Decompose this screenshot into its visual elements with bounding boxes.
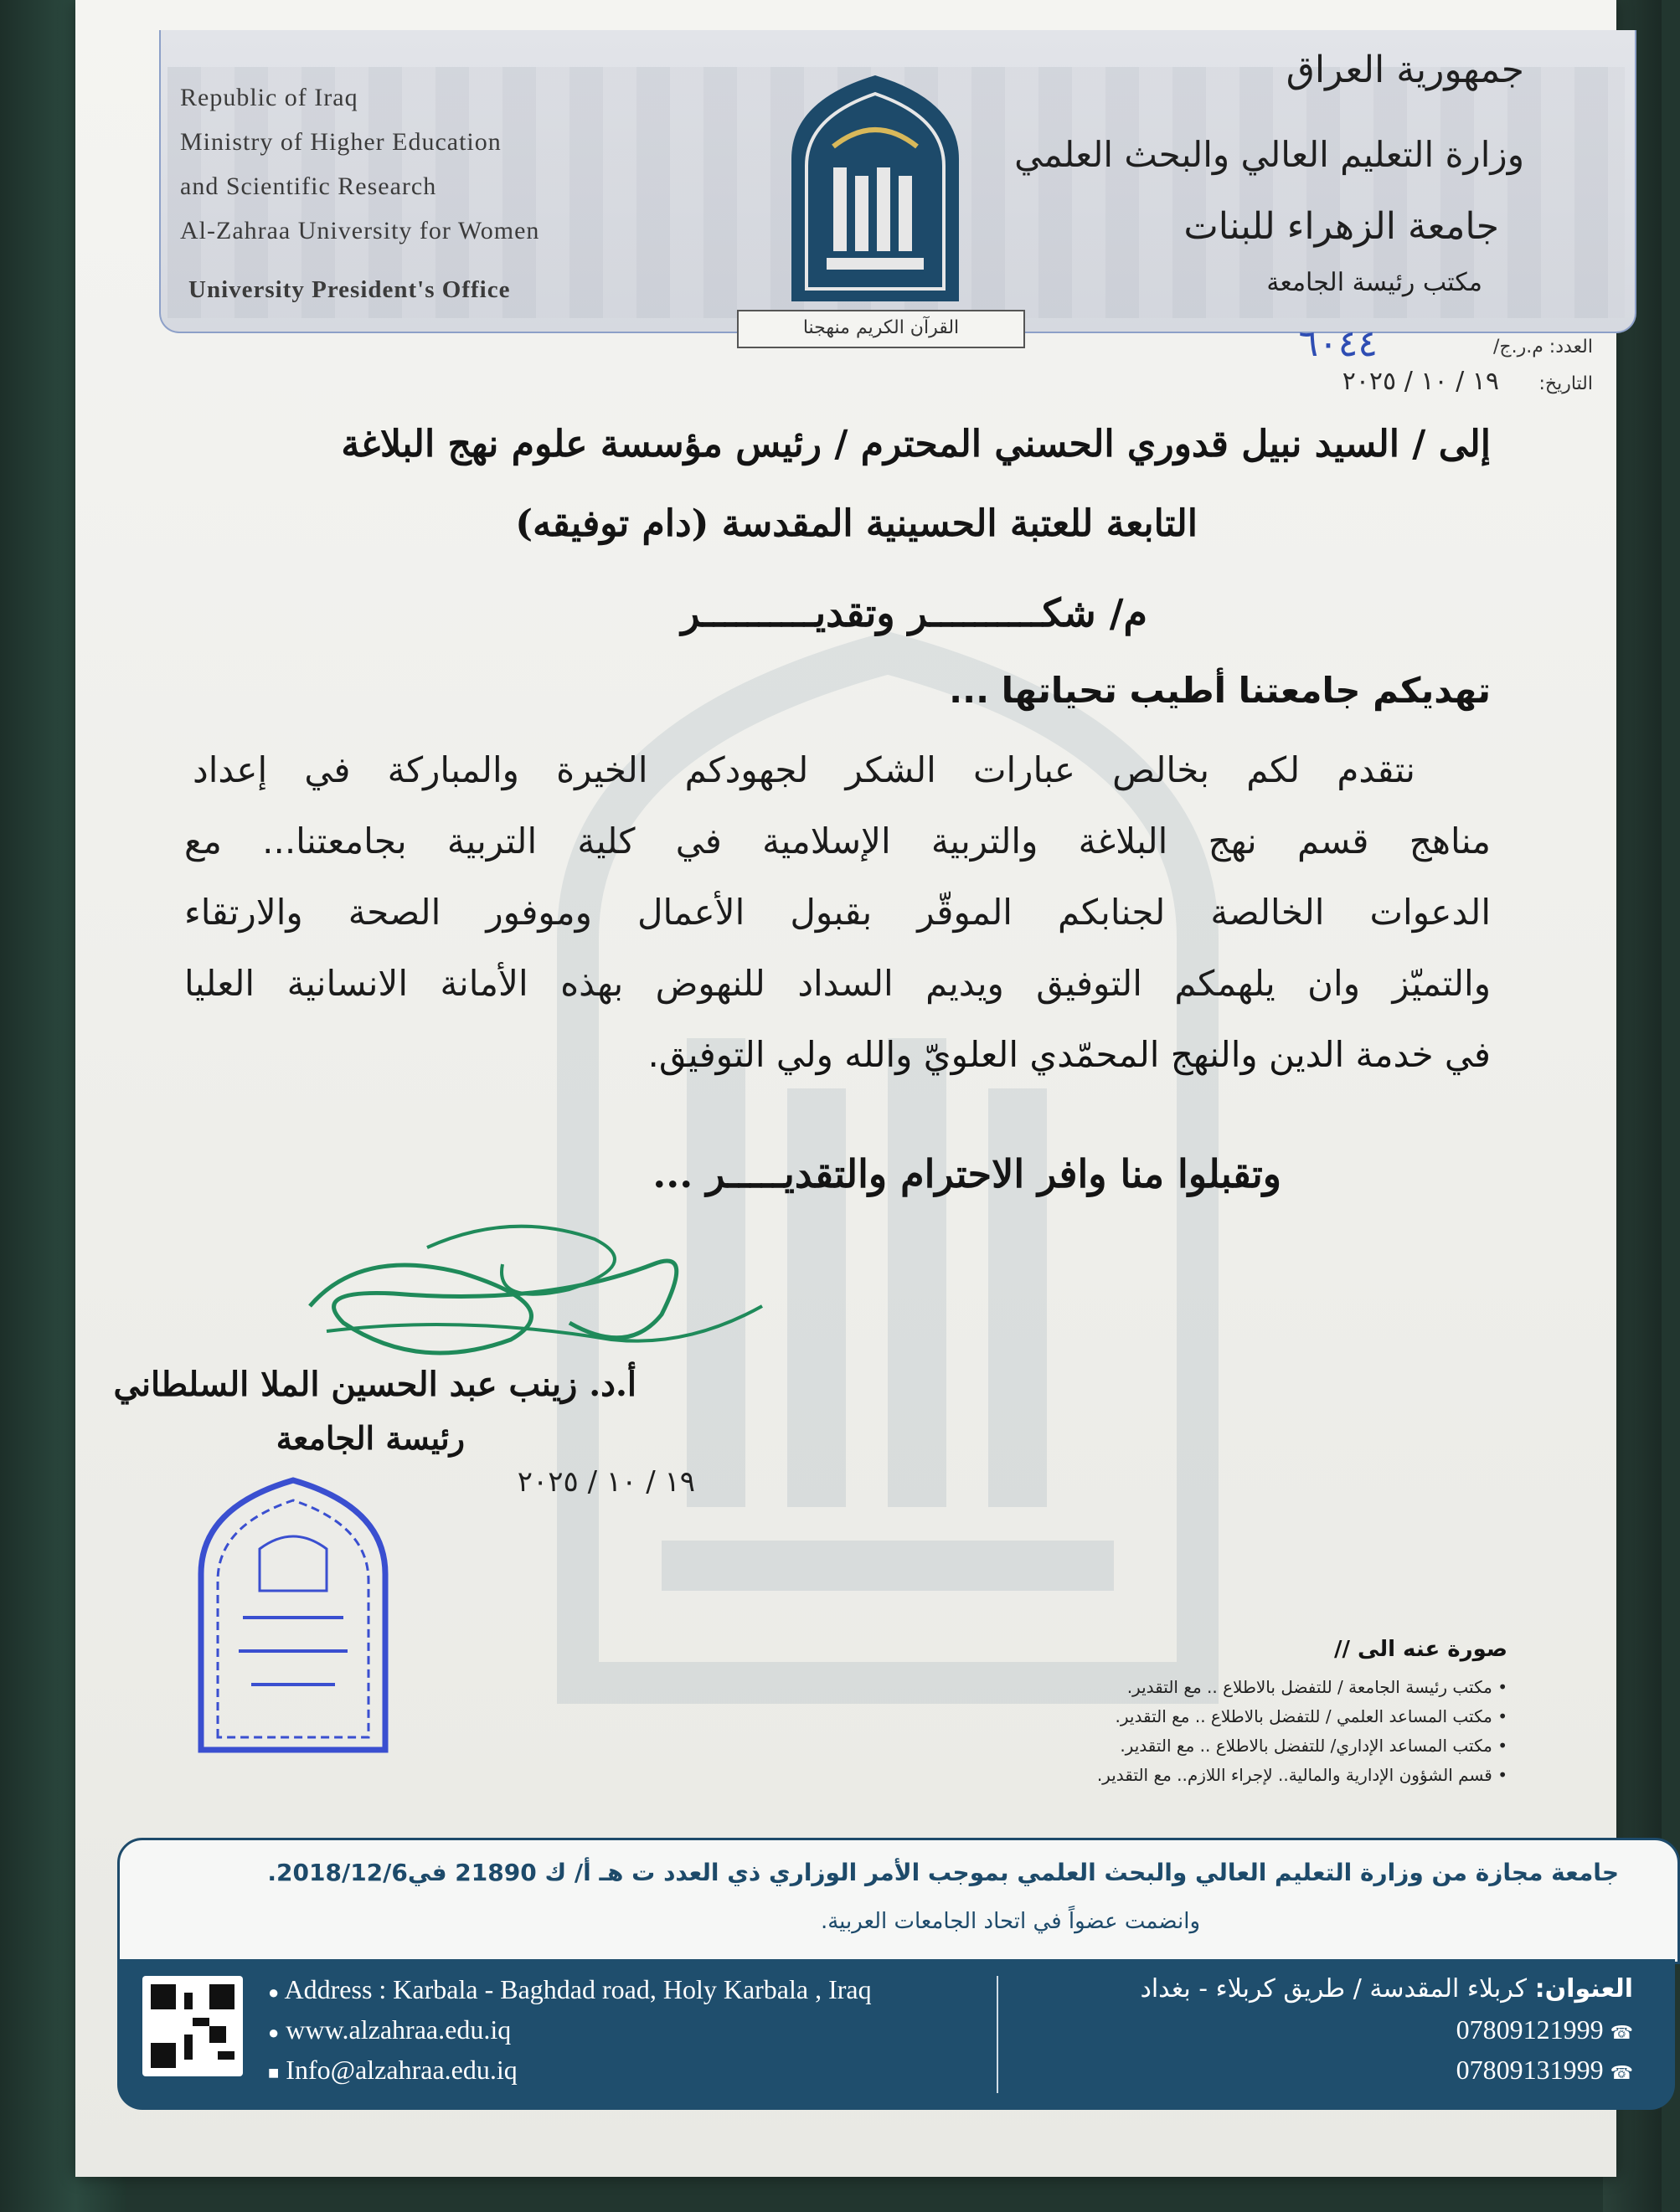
accreditation-line-1: جامعة مجازة من وزارة التعليم العالي والبحث العلمي بموجب الأمر الوزاري ذي العدد ت هـ أ/ ك 21890 في2018/12/6. bbox=[267, 1859, 1619, 1886]
header-en-line-5: University President's Office bbox=[188, 276, 511, 303]
header-ar-line-3: جامعة الزهراء للبنات bbox=[1183, 205, 1499, 248]
ref-date-label: التاريخ: bbox=[1538, 373, 1593, 394]
signatory-title: رئيسة الجامعة bbox=[276, 1419, 465, 1457]
cc-item: • مكتب المساعد العلمي / للتفضل بالاطلاع .. مع التقدير. bbox=[1115, 1706, 1507, 1726]
footer-address-ar-label: العنوان: bbox=[1534, 1974, 1633, 2004]
handwritten-signature-icon bbox=[293, 1214, 812, 1381]
addressee-line-2: التابعة للعتبة الحسينية المقدسة (دام توفيقه) bbox=[515, 502, 1198, 545]
header-ar-line-1: جمهورية العراق bbox=[1286, 49, 1524, 91]
location-pin-icon: ● bbox=[268, 1982, 280, 2003]
header-en-line-4: Al-Zahraa University for Women bbox=[180, 217, 540, 244]
closing-line: وتقبلوا منا وافر الاحترام والتقديـــــر ... bbox=[652, 1151, 1281, 1196]
globe-icon: ● bbox=[268, 2022, 280, 2043]
footer-phone-2[interactable] bbox=[1456, 2055, 1633, 2086]
official-stamp-icon bbox=[193, 1474, 394, 1758]
cc-item: • مكتب المساعد الإداري/ للتفضل بالاطلاع .. مع التقدير. bbox=[1120, 1736, 1507, 1756]
email-link[interactable]: Info@alzahraa.edu.iq bbox=[286, 2055, 518, 2085]
footer-email[interactable] bbox=[268, 2055, 518, 2086]
body-line-2: مناهج قسم نهج البلاغة والتربية الإسلامية في كلية التربية بجامعتنا... مع bbox=[184, 820, 1491, 862]
cc-item-text: مكتب رئيسة الجامعة / للتفضل بالاطلاع .. مع التقدير. bbox=[1126, 1677, 1492, 1697]
ref-number-label: العدد: م.ر.ج/ bbox=[1492, 337, 1593, 358]
cc-item: • مكتب رئيسة الجامعة / للتفضل بالاطلاع .. مع التقدير. bbox=[1126, 1677, 1507, 1697]
ref-date-value: ١٩ / ١٠ / ٢٠٢٥ bbox=[1342, 367, 1499, 396]
cc-item: • قسم الشؤون الإدارية والمالية.. لإجراء اللازم.. مع التقدير. bbox=[1096, 1765, 1507, 1785]
phone-icon: ☎ bbox=[1610, 2062, 1633, 2083]
header-en-line-2: Ministry of Higher Education bbox=[180, 128, 502, 156]
signatory-name: أ.د. زينب عبد الحسين الملا السلطاني bbox=[113, 1365, 636, 1404]
signature-date: ١٩ / ١٠ / ٢٠٢٥ bbox=[517, 1465, 695, 1499]
mail-icon: ■ bbox=[268, 2062, 280, 2083]
subject-line: م/ شكــــــــــر وتقديــــــــــر bbox=[681, 590, 1147, 635]
greeting-line: تهديكم جامعتنا أطيب تحياتها ... bbox=[949, 670, 1491, 711]
header-ar-line-4: مكتب رئيسة الجامعة bbox=[1266, 268, 1482, 297]
accreditation-line-2: وانضمت عضواً في اتحاد الجامعات العربية. bbox=[820, 1909, 1200, 1934]
phone-1-text[interactable]: 07809121999 bbox=[1456, 2014, 1604, 2045]
footer-address-en bbox=[268, 1974, 872, 2005]
footer-website[interactable] bbox=[268, 2014, 511, 2045]
footer-address-ar-text: كربلاء المقدسة / طريق كربلاء - بغداد bbox=[1140, 1974, 1528, 2004]
cc-heading: صورة عنه الى // bbox=[1333, 1637, 1507, 1662]
footer-address-ar bbox=[1140, 1974, 1633, 2004]
ref-number-value: ٦٠٤٤ bbox=[1298, 322, 1378, 365]
motto-banner: القرآن الكريم منهجنا bbox=[737, 310, 1025, 348]
header-ar-line-2: وزارة التعليم العالي والبحث العلمي bbox=[1014, 134, 1524, 175]
addressee-line-1: إلى / السيد نبيل قدوري الحسني المحترم / رئيس مؤسسة علوم نهج البلاغة bbox=[341, 423, 1491, 466]
phone-icon: ☎ bbox=[1610, 2022, 1633, 2043]
header-en-line-1: Republic of Iraq bbox=[180, 84, 358, 111]
accreditation-box bbox=[117, 1838, 1680, 1964]
body-line-5: في خدمة الدين والنهج المحمّدي العلويّ والله ولي التوفيق. bbox=[647, 1034, 1491, 1075]
cc-item-text: قسم الشؤون الإدارية والمالية.. لإجراء اللازم.. مع التقدير. bbox=[1096, 1765, 1492, 1785]
cc-item-text: مكتب المساعد الإداري/ للتفضل بالاطلاع .. مع التقدير. bbox=[1120, 1736, 1492, 1756]
qr-code-icon bbox=[142, 1976, 243, 2076]
website-link[interactable]: www.alzahraa.edu.iq bbox=[286, 2014, 512, 2045]
footer-address-en-text: Address : Karbala - Baghdad road, Holy Karbala , Iraq bbox=[284, 1974, 872, 2004]
body-line-1: نتقدم لكم بخالص عبارات الشكر لجهودكم الخيرة والمباركة في إعداد bbox=[193, 749, 1415, 790]
contact-footer bbox=[117, 1959, 1675, 2110]
phone-2-text[interactable]: 07809131999 bbox=[1456, 2055, 1604, 2085]
cc-item-text: مكتب المساعد العلمي / للتفضل بالاطلاع .. مع التقدير. bbox=[1115, 1706, 1492, 1726]
footer-divider bbox=[997, 1976, 998, 2093]
university-logo-icon bbox=[775, 67, 976, 310]
letter-page bbox=[75, 0, 1633, 2177]
header-en-line-3: and Scientific Research bbox=[180, 172, 437, 200]
body-line-3: الدعوات الخالصة لجنابكم الموقّر بقبول الأعمال وموفور الصحة والارتقاء bbox=[184, 892, 1491, 933]
body-line-4: والتميّز وان يلهمكم التوفيق ويديم السداد للنهوض بهذه الأمانة الانسانية العليا bbox=[184, 963, 1491, 1004]
footer-phone-1[interactable] bbox=[1456, 2014, 1633, 2045]
